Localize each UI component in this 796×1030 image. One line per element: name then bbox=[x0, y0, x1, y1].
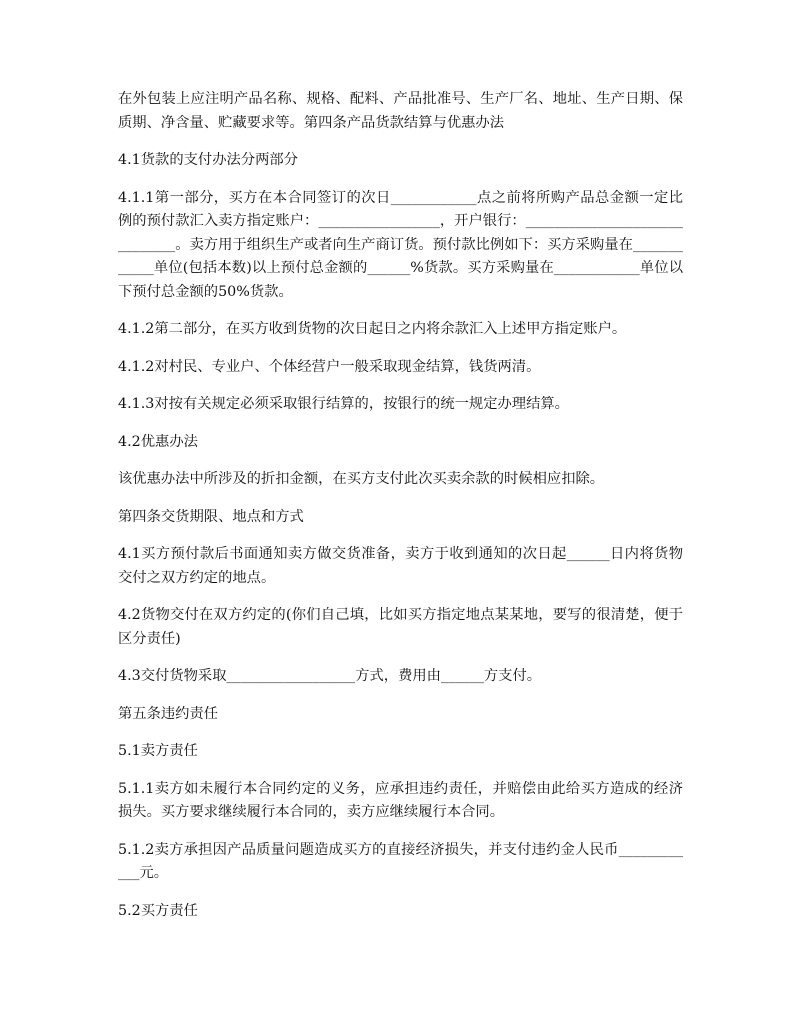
paragraph-discount: 该优惠办法中所涉及的折扣金额，在买方支付此次买卖余款的时候相应扣除。 bbox=[118, 471, 605, 487]
paragraph-4-1-2-cash: 4.1.2对村民、专业户、个体经营户一般采取现金结算，钱货两清。 bbox=[118, 358, 541, 375]
paragraph-5-1-heading: 5.1卖方责任 bbox=[118, 743, 198, 759]
paragraph-4-1-1: 4.1.1第一部分，买方在本合同签订的次日____________点之前将所购产品总金额一定比例的预付款汇入卖方指定账户：_________________，开户银行：______________________________。卖方用于组织生产或者向生产商订货。预付款比例如下：买方采购量在____________单位(包括本数)以上预付总金额的______%货款。买方采购量在____________单位以下预付总金额的50%货款。 bbox=[118, 189, 683, 300]
paragraph-4-1-3: 4.1.3对按有关规定必须采取银行结算的，按银行的统一规定办理结算。 bbox=[118, 396, 569, 412]
paragraph-delivery-4-1: 4.1买方预付款后书面通知卖方做交货准备，卖方于收到通知的次日起______日内将货物交付之双方约定的地点。 bbox=[118, 546, 683, 586]
section-heading-delivery: 第四条交货期限、地点和方式 bbox=[118, 508, 304, 525]
document-page bbox=[118, 88, 683, 937]
paragraph-5-2-heading: 5.2买方责任 bbox=[118, 902, 198, 919]
paragraph-delivery-4-2: 4.2货物交付在双方约定的(你们自己填，比如买方指定地点某某地，要写的很清楚，便于区分责任) bbox=[118, 607, 683, 647]
paragraph-5-1-2: 5.1.2卖方承担因产品质量问题造成买方的直接经济损失，并支付违约金人民币____________元。 bbox=[118, 841, 683, 881]
paragraph-4-1-2-balance: 4.1.2第二部分，在买方收到货物的次日起日之内将余款汇入上述甲方指定账户。 bbox=[118, 321, 627, 337]
paragraph-4-1-heading: 4.1货款的支付办法分两部分 bbox=[118, 152, 299, 168]
section-heading-liability: 第五条违约责任 bbox=[118, 705, 219, 722]
paragraph-packaging-labeling: 在外包装上应注明产品名称、规格、配料、产品批准号、生产厂名、地址、生产日期、保质期、净含量、贮藏要求等。第四条产品货款结算与优惠办法 bbox=[118, 91, 683, 131]
paragraph-5-1-1: 5.1.1卖方如未履行本合同约定的义务，应承担违约责任，并赔偿由此给买方造成的经济损失。买方要求继续履行本合同的，卖方应继续履行本合同。 bbox=[118, 780, 683, 820]
paragraph-delivery-4-3: 4.3交付货物采取__________________方式，费用由______方支付。 bbox=[118, 668, 542, 684]
paragraph-4-2-heading: 4.2优惠办法 bbox=[118, 433, 198, 450]
